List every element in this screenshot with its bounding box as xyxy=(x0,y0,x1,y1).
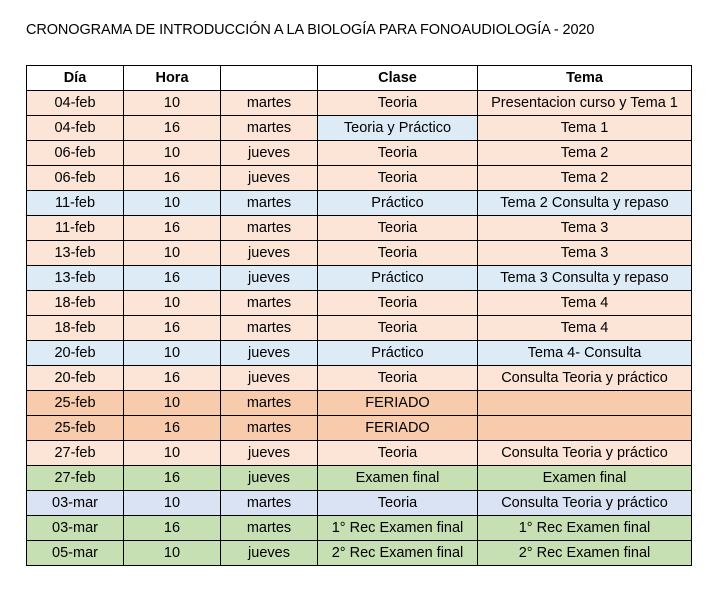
cell-dow: martes xyxy=(221,491,318,516)
cell-tema: Consulta Teoria y práctico xyxy=(478,441,692,466)
cell-dow: martes xyxy=(221,416,318,441)
table-row xyxy=(27,541,692,566)
cell-hora: 16 xyxy=(124,266,221,291)
cell-hora: 16 xyxy=(124,516,221,541)
cell-hora: 10 xyxy=(124,241,221,266)
cell-dow: martes xyxy=(221,316,318,341)
cell-clase: 2° Rec Examen final xyxy=(318,541,478,566)
cell-dia: 06-feb xyxy=(27,166,124,191)
cell-clase: Teoria xyxy=(318,291,478,316)
table-row xyxy=(27,291,692,316)
cell-dow: jueves xyxy=(221,541,318,566)
cell-hora: 16 xyxy=(124,416,221,441)
cell-hora: 10 xyxy=(124,91,221,116)
table-row xyxy=(27,216,692,241)
cell-dia: 27-feb xyxy=(27,441,124,466)
cell-clase: Teoria xyxy=(318,441,478,466)
table-row xyxy=(27,316,692,341)
cell-dow: martes xyxy=(221,291,318,316)
cell-hora: 10 xyxy=(124,391,221,416)
table-row xyxy=(27,491,692,516)
cell-dia: 20-feb xyxy=(27,366,124,391)
cell-hora: 10 xyxy=(124,341,221,366)
cell-tema: Tema 2 xyxy=(478,141,692,166)
cell-clase: Práctico xyxy=(318,341,478,366)
cell-dia: 03-mar xyxy=(27,516,124,541)
cell-tema: Tema 2 xyxy=(478,166,692,191)
cell-tema: Tema 3 xyxy=(478,241,692,266)
table-row xyxy=(27,516,692,541)
cell-clase: Teoria y Práctico xyxy=(318,116,478,141)
cell-dia: 13-feb xyxy=(27,266,124,291)
cell-tema: Tema 1 xyxy=(478,116,692,141)
page-title: CRONOGRAMA DE INTRODUCCIÓN A LA BIOLOGÍA PARA FONOAUDIOLOGÍA - 2020 xyxy=(26,22,595,38)
cell-tema xyxy=(478,416,692,441)
cell-clase: Teoria xyxy=(318,141,478,166)
cell-dow: martes xyxy=(221,516,318,541)
cell-hora: 10 xyxy=(124,491,221,516)
cell-dia: 25-feb xyxy=(27,416,124,441)
header-dia: Día xyxy=(27,66,124,91)
cell-clase: Teoria xyxy=(318,166,478,191)
cell-hora: 16 xyxy=(124,316,221,341)
cell-tema: Tema 2 Consulta y repaso xyxy=(478,191,692,216)
cell-hora: 16 xyxy=(124,216,221,241)
cell-hora: 10 xyxy=(124,441,221,466)
cell-tema: Presentacion curso y Tema 1 xyxy=(478,91,692,116)
header-row xyxy=(27,66,692,91)
cell-hora: 16 xyxy=(124,366,221,391)
cell-dow: jueves xyxy=(221,141,318,166)
cell-dow: jueves xyxy=(221,166,318,191)
table-row xyxy=(27,191,692,216)
cell-clase: FERIADO xyxy=(318,416,478,441)
cell-dia: 20-feb xyxy=(27,341,124,366)
cell-dia: 11-feb xyxy=(27,216,124,241)
cell-hora: 10 xyxy=(124,141,221,166)
cell-dow: jueves xyxy=(221,466,318,491)
cell-dow: martes xyxy=(221,391,318,416)
cell-hora: 16 xyxy=(124,466,221,491)
cell-tema: Tema 4 xyxy=(478,291,692,316)
header-clase: Clase xyxy=(318,66,478,91)
cell-tema: 1° Rec Examen final xyxy=(478,516,692,541)
cell-tema: Consulta Teoria y práctico xyxy=(478,366,692,391)
cell-tema: Consulta Teoria y práctico xyxy=(478,491,692,516)
table-row xyxy=(27,116,692,141)
table-row xyxy=(27,441,692,466)
cell-clase: Teoria xyxy=(318,366,478,391)
table-row xyxy=(27,166,692,191)
cell-clase: Práctico xyxy=(318,191,478,216)
cell-hora: 10 xyxy=(124,291,221,316)
cell-dia: 27-feb xyxy=(27,466,124,491)
cell-dia: 18-feb xyxy=(27,316,124,341)
cell-dow: jueves xyxy=(221,341,318,366)
header-weekday xyxy=(221,66,318,91)
table-row xyxy=(27,416,692,441)
table-row xyxy=(27,466,692,491)
cell-clase: Teoria xyxy=(318,91,478,116)
cell-dow: jueves xyxy=(221,441,318,466)
table-row xyxy=(27,391,692,416)
cell-clase: Teoria xyxy=(318,491,478,516)
header-tema: Tema xyxy=(478,66,692,91)
table-row xyxy=(27,141,692,166)
cell-hora: 10 xyxy=(124,541,221,566)
cell-hora: 10 xyxy=(124,191,221,216)
cell-clase: Teoria xyxy=(318,316,478,341)
cell-dia: 06-feb xyxy=(27,141,124,166)
cell-tema: Examen final xyxy=(478,466,692,491)
cell-dia: 18-feb xyxy=(27,291,124,316)
cell-dia: 04-feb xyxy=(27,91,124,116)
cell-clase: Práctico xyxy=(318,266,478,291)
cell-tema: 2° Rec Examen final xyxy=(478,541,692,566)
cell-dow: jueves xyxy=(221,241,318,266)
header-hora: Hora xyxy=(124,66,221,91)
cell-clase: Teoria xyxy=(318,241,478,266)
cell-dia: 13-feb xyxy=(27,241,124,266)
table-row xyxy=(27,241,692,266)
cell-dow: jueves xyxy=(221,266,318,291)
cell-dow: martes xyxy=(221,116,318,141)
table-row xyxy=(27,266,692,291)
cell-clase: Examen final xyxy=(318,466,478,491)
table-row xyxy=(27,366,692,391)
cell-dia: 05-mar xyxy=(27,541,124,566)
table-row xyxy=(27,341,692,366)
cell-dow: martes xyxy=(221,91,318,116)
table-row xyxy=(27,91,692,116)
cell-tema xyxy=(478,391,692,416)
cell-clase: Teoria xyxy=(318,216,478,241)
cell-tema: Tema 3 xyxy=(478,216,692,241)
cell-dia: 11-feb xyxy=(27,191,124,216)
cell-dow: martes xyxy=(221,216,318,241)
cell-clase: FERIADO xyxy=(318,391,478,416)
cell-tema: Tema 4 xyxy=(478,316,692,341)
cell-hora: 16 xyxy=(124,166,221,191)
cell-tema: Tema 4- Consulta xyxy=(478,341,692,366)
cell-dia: 25-feb xyxy=(27,391,124,416)
cell-dow: martes xyxy=(221,191,318,216)
cell-clase: 1° Rec Examen final xyxy=(318,516,478,541)
cell-dow: jueves xyxy=(221,366,318,391)
schedule-table xyxy=(26,65,692,566)
cell-tema: Tema 3 Consulta y repaso xyxy=(478,266,692,291)
cell-dia: 03-mar xyxy=(27,491,124,516)
cell-dia: 04-feb xyxy=(27,116,124,141)
cell-hora: 16 xyxy=(124,116,221,141)
